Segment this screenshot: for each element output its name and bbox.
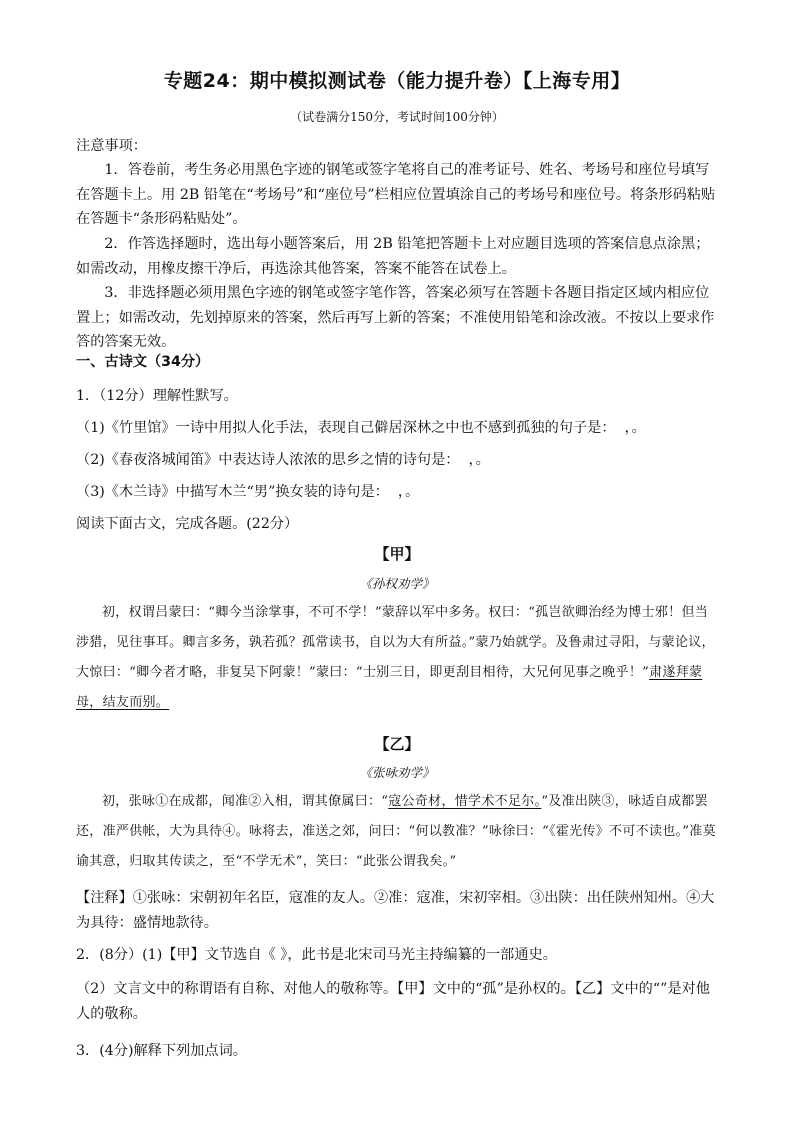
page-subtitle: （试卷满分150分，考试时间100分钟） — [290, 110, 504, 124]
question-1-sub-3 — [76, 482, 419, 502]
text-a-label: 【甲】 — [374, 545, 420, 563]
text-b-body-rest: ”及准出陕③，咏适自成都罢还，准严供帐，大为具待④。咏将去，准送之郊，问曰：“何以教准？”咏徐曰：“《霍光传》不可不读也。”准莫谕其意，归取其传读之，至“不学无术”，笑曰：“此张公谓我矣。” — [76, 794, 716, 869]
annotation-notes: 【注释】①张咏：宋朝初年名臣，寇准的友人。②准：寇准，宋初宰相。③出陕：出任陕州知州。④大为具待：盛情地款待。 — [76, 890, 715, 931]
question-1-sub-2-text: （2)《春夜洛城闻笛》中表达诗人浓浓的思乡之情的诗句是： — [76, 452, 460, 468]
text-b-body — [76, 787, 718, 877]
question-1-sub-1 — [76, 418, 646, 438]
question-1-sub-2 — [76, 450, 490, 470]
text-b-body-start: 初，张咏①在成都，闻准②入相，谓其僚属曰：“ — [102, 794, 389, 809]
reading-intro: 阅读下面古文，完成各题。(22分） — [76, 516, 299, 532]
text-b-underlined-sentence: 寇公奇材，惜学术不足尔。 — [388, 794, 542, 809]
question-1-sub-2-blank: ，。 — [468, 452, 490, 468]
question-1-stem: 1．（12分）理解性默写。 — [76, 388, 238, 404]
notice-item-3: 3．非选择题必须用黑色字迹的钢笔或签字笔作答，答案必须写在答题卡各题目指定区域内相应位置上；如需改动，先划掉原来的答案，然后再写上新的答案；不准使用铅笔和涂改液。不按以上要求作答的答案无效。 — [76, 285, 715, 350]
text-b-label: 【乙】 — [374, 735, 420, 753]
text-a-underlined-sentence: 肃遂拜蒙母，结友而别。 — [76, 665, 703, 710]
text-a-book-title: 《孙权劝学》 — [359, 576, 435, 591]
notice-item-2: 2．作答选择题时，选出每小题答案后，用 2B 铅笔把答题卡上对应题目选项的答案信息点涂黑；如需改动，用橡皮擦干净后，再选涂其他答案，答案不能答在试卷上。 — [76, 236, 710, 277]
question-1-sub-1-text: （1)《竹里馆》一诗中用拟人化手法，表现自己僻居深林之中也不感到孤独的句子是： — [76, 420, 616, 436]
text-a-body — [76, 598, 718, 718]
question-1-sub-1-blank: ，。 — [624, 420, 646, 436]
notice-item-1: 1．答卷前，考生务必用黑色字迹的钢笔或签字笔将自己的准考证号、姓名、考场号和座位号填写在答题卡上。用 2B 铅笔在“考场号”和“座位号”栏相应位置填涂自己的考场号和座位号。将条形码粘贴在答题卡“条形码粘贴处”。 — [76, 162, 716, 227]
section-heading: 一、古诗文（34分） — [76, 354, 210, 370]
question-3-stem: 3．(4分)解释下列加点词。 — [76, 1043, 247, 1059]
text-a-body-main: 初，权谓吕蒙曰：“卿今当涂掌事，不可不学！”蒙辞以军中多务。权曰：“孤岂欲卿治经为博士邪！但当涉猎，见往事耳。卿言多务，孰若孤？孤常读书，自以为大有所益。”蒙乃始就学。及鲁肃过寻阳，与蒙论议，大惊曰：“卿今者才略，非复吴下阿蒙！”蒙曰：“士别三日，即更刮目相待，大兄何见事之晚乎！” — [76, 605, 715, 680]
text-b-book-title: 《张咏劝学》 — [359, 765, 435, 780]
notice-heading: 注意事项： — [76, 138, 147, 154]
page-title: 专题24：期中模拟测试卷（能力提升卷）【上海专用】 — [163, 70, 631, 92]
question-1-sub-3-text: （3)《木兰诗》中描写木兰“男”换女装的诗句是： — [76, 484, 389, 500]
question-2-stem: 2．(8分）(1)【甲】文节选自《 》，此书是北宋司马光主持编纂的一部通史。 — [76, 947, 557, 963]
question-1-sub-3-blank: ，。 — [397, 484, 420, 500]
question-2-sub-2: （2）文言文中的称谓语有自称、对他人的敬称等。【甲】文中的“孤”是孙权的。【乙】文中的“”是对他人的敬称。 — [76, 981, 710, 1022]
